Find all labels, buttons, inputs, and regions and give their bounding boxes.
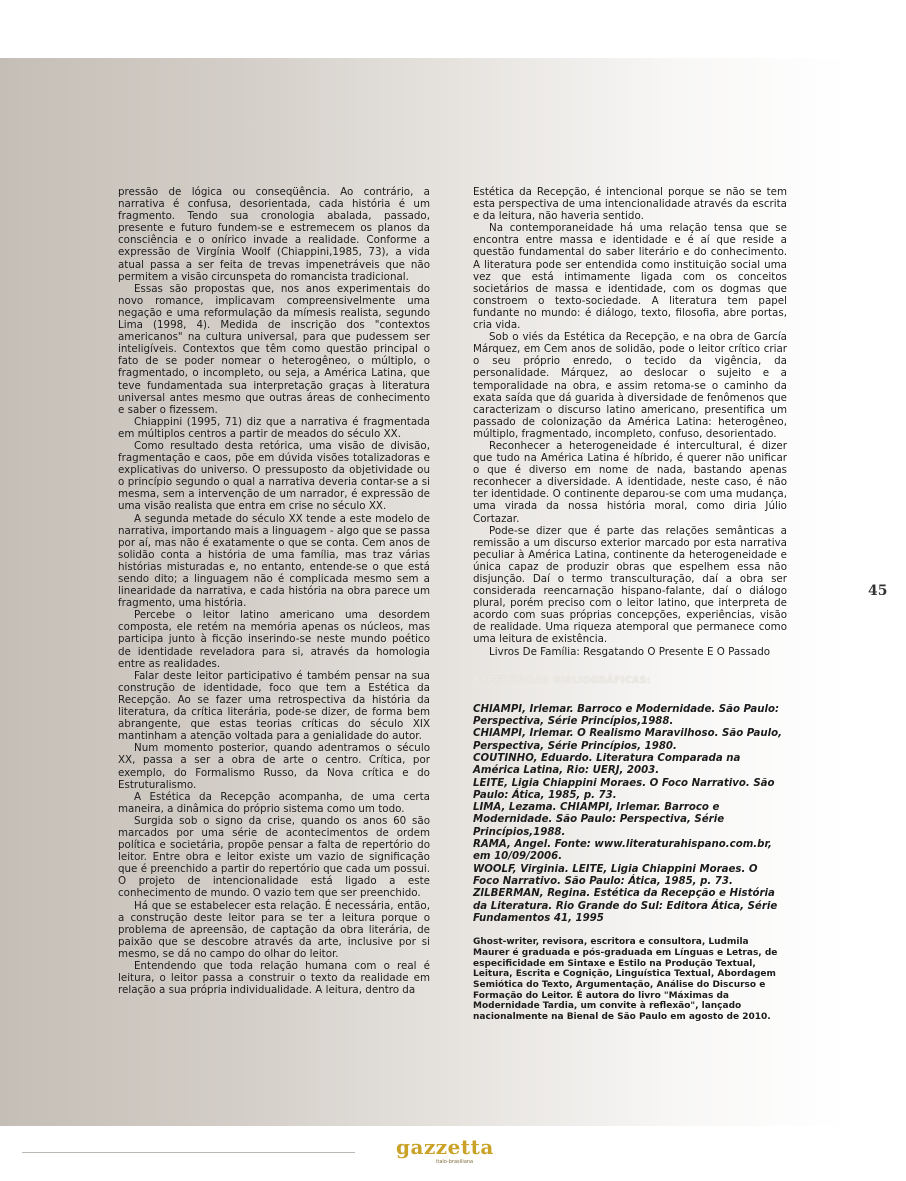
paragraph: Há que se estabelecer esta relação. É necessária, então, a construção deste leitor para se ter a leitura porque o problema de apreensão, de captação da obra literária, de paixão que se descobre através da arte, inclusive por si mesmo, se dá no campo do olhar do leitor. <box>118 899 430 960</box>
reference-item: CHIAMPI, Irlemar. O Realismo Maravilhoso. São Paulo, Perspectiva, Série Princípios, 1980. <box>473 728 783 752</box>
references-heading: REFERÊNCIAS BIBLIOGRÁFICAS: <box>473 674 651 686</box>
reference-item: WOOLF, Virginia. LEITE, Ligia Chiappini Moraes. O Foco Narrativo. São Paulo: Ática, 1985, p. 73. <box>473 863 758 887</box>
page-number: 45 <box>868 583 888 599</box>
paragraph: Entendendo que toda relação humana com o real é leitura, o leitor passa a construir o texto da realidade em relação a sua própria individualidade. A leitura, dentro da <box>118 960 430 997</box>
paragraph: Num momento posterior, quando adentramos o século XX, passa a ser a obra de arte o centro. Crítica, por exemplo, do Formalismo Russo, da Nova crítica e do Estruturalismo. <box>118 742 430 791</box>
reference-item: COUTINHO, Eduardo. Literatura Comparada na América Latina, Rio: UERJ, 2003. <box>473 752 741 777</box>
logo-tagline: italo-brasiliana <box>436 1159 474 1165</box>
footer-divider <box>22 1152 355 1153</box>
paragraph: Percebe o leitor latino americano uma desordem composta, ele retém na memória apenas os núcleos, mas participa junto à ficção inserindo-se neste mundo poético de identidade reveladora para si, através da homologia entre as realidades. <box>118 609 430 670</box>
references-list <box>473 704 787 925</box>
reference-item: LEITE, Ligia Chiappini Moraes. O Foco Narrativo. São Paulo: Ática, 1985, p. 73. <box>473 777 775 801</box>
paragraph: Na contemporaneidade há uma relação tensa que se encontra entre massa e identidade e é aí que reside a questão fundamental do saber literário e do conhecimento. A literatura pode ser entendida como instituição social uma vez que está intimamente ligada com os conceitos societários de massa e identidade, com os dogmas que constroem o texto-sociedade. A literatura tem papel fundante no mundo: é diálogo, texto, filosofia, abre portas, cria vida. <box>473 222 787 332</box>
left-text-column <box>118 186 430 996</box>
paragraph: pressão de lógica ou conseqüência. Ao contrário, a narrativa é confusa, desorientada, cada história é um fragmento. Tendo sua cronologia abalada, passado, presente e futuro fundem-se e estremecem os planos da consciência e o onírico invade a realidade. Conforme a expressão de Virgínia Woolf (Chiappini,1985, 73), a vida atual passa a ser feita de trevas impenetráveis que não permitem a visão circunspeta do romancista tradicional. <box>118 186 430 283</box>
paragraph: Como resultado desta retórica, uma visão de divisão, fragmentação e caos, põe em dúvida visões totalizadoras e explicativas do universo. O pressuposto da objetividade ou o princípio segundo o qual a narrativa deveria contar-se a si mesma, sem a intervenção de um narrador, é expressão de uma visão realista que entra em crise no século XX. <box>118 439 430 513</box>
paragraph: A Estética da Recepção acompanha, de uma certa maneira, a dinâmica do próprio sistema como um todo. <box>118 790 430 815</box>
logo-wordmark: gazzetta <box>396 1135 494 1159</box>
paragraph: Pode-se dizer que é parte das relações semânticas a remissão a um discurso exterior marcado por esta narrativa peculiar à América Latina, continente da heterogeneidade e única capaz de produzir obras que espelhem essa não disjunção. Daí o termo transculturação, daí a obra ser considerada reencarnação hispano-falante, daí o diálogo plural, porém preciso com o leitor latino, que interpreta de acordo com suas próprias concepções, experiências, visão de realidade. Uma riqueza atemporal que permanece como uma leitura de existência. <box>473 524 787 646</box>
reference-item: LIMA, Lezama. CHIAMPI, Irlemar. Barroco e Modernidade. São Paulo: Perspectiva, Série Princípios,1988. <box>473 802 725 838</box>
paragraph: Livros De Família: Resgatando O Presente E O Passado <box>489 645 771 658</box>
reference-item: RAMA, Angel. Fonte: www.literaturahispano.com.br, em 10/09/2006. <box>473 839 772 863</box>
right-text-column <box>473 186 787 1023</box>
gazzetta-logo <box>396 1136 516 1170</box>
paragraph: Falar deste leitor participativo é também pensar na sua construção de identidade, foco que tem a Estética da Recepção. Ao se fazer uma retrospectiva da história da literatura, da crítica literária, pode-se dizer, de forma bem abrangente, que estas teorias críticas do século XIX mantinham a atenção voltada para a genialidade do autor. <box>118 669 430 743</box>
paragraph: Reconhecer a heterogeneidade é intercultural, é dizer que tudo na América Latina é híbrido, é querer não unificar o que é diverso em nome de nada, bastando apenas reconhecer a diversidade. A identidade, neste caso, é não ter identidade. O continente deparou-se com uma mudança, uma virada da nossa história moral, como diria Júlio Cortazar. <box>473 439 787 525</box>
paragraph: A segunda metade do século XX tende a este modelo de narrativa, importando mais a linguagem - algo que se passa por aí, mas não é exatamente o que se conta. Cem anos de solidão conta a história de uma família, mas traz várias histórias misturadas e, no entanto, entende-se o que está sendo dito; a linguagem não é complicada mesmo sem a linearidade da narrativa, e cada história na obra parece um fragmento, uma história. <box>118 512 430 610</box>
paragraph: Chiappini (1995, 71) diz que a narrativa é fragmentada em múltiplos centros a partir de meados do século XX. <box>118 415 430 440</box>
paragraph: Essas são propostas que, nos anos experimentais do novo romance, implicavam compreensivelmente uma negação e uma reformulação da mímesis realista, segundo Lima (1998, 4). Medida de inscrição dos "contextos americanos" na cultura universal, para que pudessem ser inteligíveis. Contextos que têm como questão principal o fato de se poder nomear o heterogêneo, o múltiplo, o fragmentado, o incompleto, ou seja, a América Latina, que teve fundamentada sua interpretação graças à literatura universal antes mesmo que outras áreas de conhecimento e saber o fizessem. <box>118 282 430 416</box>
paragraph: Estética da Recepção, é intencional porque se não se tem esta perspectiva de uma intencionalidade através da escrita e da leitura, não haveria sentido. <box>473 186 787 223</box>
paragraph: Surgida sob o signo da crise, quando os anos 60 são marcados por uma série de acontecimentos de ordem política e societária, propõe pensar a falta de repertório do leitor. Entre obra e leitor existe um vazio de significação que é preenchido a partir do repertório que cada um possui. O projeto de intencionalidade está ligado a este conhecimento de mundo. O vazio tem que ser preenchido. <box>118 814 430 900</box>
reference-item: CHIAMPI, Irlemar. Barroco e Modernidade. São Paulo: Perspectiva, Série Princípios,1988. <box>473 703 780 728</box>
author-bio: Ghost-writer, revisora, escritora e consultora, Ludmila Maurer é graduada e pós-graduada em Línguas e Letras, de especificidade em Sintaxe e Estilo na Produção Textual, Leitura, Escrita e Cognição, Linguística Textual, Abordagem Semiótica do Texto, Argumentação, Análise do Discurso e Formação do Leitor. É autora do livro "Máximas da Modernidade Tardia, um convite à reflexão", lançado nacionalmente na Bienal de São Paulo em agosto de 2010. <box>473 937 778 1023</box>
reference-item: ZILBERMAN, Regina. Estética da Recepção e História da Literatura. Rio Grande do Sul: Editora Ática, Série Fundamentos 41, 1995 <box>473 888 778 924</box>
paragraph: Sob o viés da Estética da Recepção, e na obra de García Márquez, em Cem anos de solidão, pode o leitor crítico criar o seu próprio enredo, o tecido da vigência, da personalidade. Márquez, ao deslocar o sujeito e a temporalidade na obra, e assim retoma-se o caminho da exata saída que dá guarida à diversidade de fenômenos que caracterizam o discurso latino americano, presentifica um passado de colonização da América Latina: heterogêneo, múltiplo, fragmentado, incompleto, confuso, desorientado. <box>473 331 787 440</box>
